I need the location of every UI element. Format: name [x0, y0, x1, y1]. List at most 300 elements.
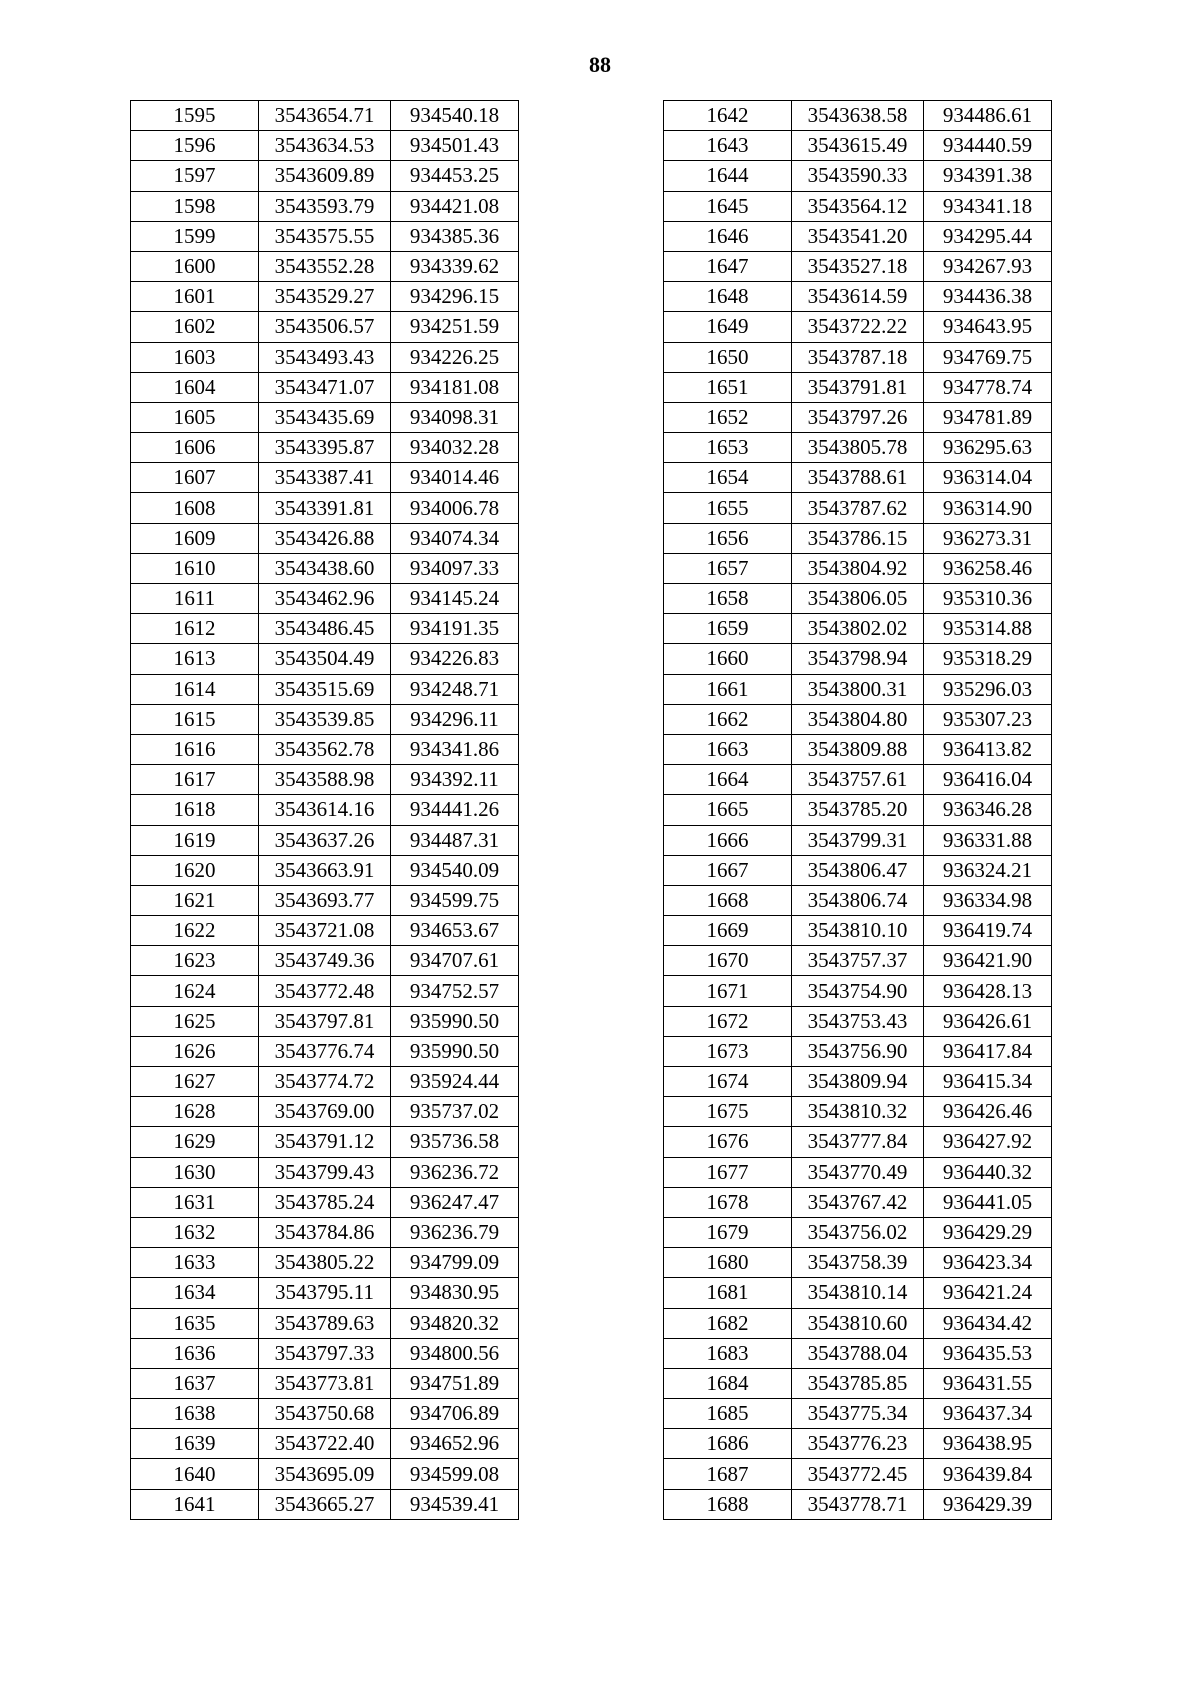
x-coordinate-cell: 3543791.12 [259, 1127, 391, 1157]
x-coordinate-cell: 3543756.90 [792, 1036, 924, 1066]
x-coordinate-cell: 3543721.08 [259, 916, 391, 946]
y-coordinate-cell: 936314.90 [924, 493, 1052, 523]
point-number-cell: 1646 [664, 221, 792, 251]
table-row [664, 523, 1052, 553]
point-number-cell: 1675 [664, 1097, 792, 1127]
y-coordinate-cell: 936428.13 [924, 976, 1052, 1006]
y-coordinate-cell: 934706.89 [391, 1399, 519, 1429]
table-row [664, 1067, 1052, 1097]
y-coordinate-cell: 934226.83 [391, 644, 519, 674]
x-coordinate-cell: 3543773.81 [259, 1368, 391, 1398]
table-row [664, 372, 1052, 402]
y-coordinate-cell: 936423.34 [924, 1248, 1052, 1278]
point-number-cell: 1607 [131, 463, 259, 493]
table-row [131, 704, 519, 734]
x-coordinate-cell: 3543435.69 [259, 402, 391, 432]
table-row [131, 855, 519, 885]
x-coordinate-cell: 3543486.45 [259, 614, 391, 644]
x-coordinate-cell: 3543776.74 [259, 1036, 391, 1066]
point-number-cell: 1655 [664, 493, 792, 523]
table-row [664, 976, 1052, 1006]
y-coordinate-cell: 936273.31 [924, 523, 1052, 553]
x-coordinate-cell: 3543786.15 [792, 523, 924, 553]
x-coordinate-cell: 3543756.02 [792, 1217, 924, 1247]
y-coordinate-cell: 936295.63 [924, 433, 1052, 463]
table-row [131, 553, 519, 583]
table-row [131, 1157, 519, 1187]
x-coordinate-cell: 3543785.85 [792, 1368, 924, 1398]
point-number-cell: 1678 [664, 1187, 792, 1217]
y-coordinate-cell: 934599.08 [391, 1459, 519, 1489]
point-number-cell: 1611 [131, 584, 259, 614]
x-coordinate-cell: 3543638.58 [792, 101, 924, 131]
y-coordinate-cell: 934800.56 [391, 1338, 519, 1368]
table-row [131, 251, 519, 281]
page-number: 88 [589, 52, 611, 77]
x-coordinate-cell: 3543795.11 [259, 1278, 391, 1308]
point-number-cell: 1637 [131, 1368, 259, 1398]
x-coordinate-cell: 3543799.31 [792, 825, 924, 855]
table-row [664, 584, 1052, 614]
x-coordinate-cell: 3543770.49 [792, 1157, 924, 1187]
y-coordinate-cell: 935307.23 [924, 704, 1052, 734]
x-coordinate-cell: 3543810.10 [792, 916, 924, 946]
table-row [131, 433, 519, 463]
x-coordinate-cell: 3543805.78 [792, 433, 924, 463]
table-row [664, 191, 1052, 221]
y-coordinate-cell: 935318.29 [924, 644, 1052, 674]
point-number-cell: 1661 [664, 674, 792, 704]
point-number-cell: 1650 [664, 342, 792, 372]
coordinates-table-right [663, 100, 1052, 1520]
point-number-cell: 1633 [131, 1248, 259, 1278]
y-coordinate-cell: 936236.72 [391, 1157, 519, 1187]
y-coordinate-cell: 934778.74 [924, 372, 1052, 402]
point-number-cell: 1606 [131, 433, 259, 463]
table-row [131, 101, 519, 131]
y-coordinate-cell: 934643.95 [924, 312, 1052, 342]
table-row [664, 644, 1052, 674]
x-coordinate-cell: 3543776.23 [792, 1429, 924, 1459]
table-row [131, 312, 519, 342]
point-number-cell: 1603 [131, 342, 259, 372]
x-coordinate-cell: 3543564.12 [792, 191, 924, 221]
y-coordinate-cell: 934391.38 [924, 161, 1052, 191]
x-coordinate-cell: 3543695.09 [259, 1459, 391, 1489]
x-coordinate-cell: 3543777.84 [792, 1127, 924, 1157]
table-row [131, 825, 519, 855]
y-coordinate-cell: 936416.04 [924, 765, 1052, 795]
coordinates-table-left [130, 100, 519, 1520]
y-coordinate-cell: 934251.59 [391, 312, 519, 342]
y-coordinate-cell: 936426.46 [924, 1097, 1052, 1127]
y-coordinate-cell: 936236.79 [391, 1217, 519, 1247]
table-row [664, 282, 1052, 312]
point-number-cell: 1619 [131, 825, 259, 855]
table-row [131, 1097, 519, 1127]
point-number-cell: 1669 [664, 916, 792, 946]
x-coordinate-cell: 3543769.00 [259, 1097, 391, 1127]
table-row [664, 704, 1052, 734]
x-coordinate-cell: 3543614.59 [792, 282, 924, 312]
x-coordinate-cell: 3543810.60 [792, 1308, 924, 1338]
table-row [131, 402, 519, 432]
point-number-cell: 1684 [664, 1368, 792, 1398]
y-coordinate-cell: 934145.24 [391, 584, 519, 614]
y-coordinate-cell: 936437.34 [924, 1399, 1052, 1429]
table-row [664, 553, 1052, 583]
y-coordinate-cell: 934540.09 [391, 855, 519, 885]
table-row [664, 1308, 1052, 1338]
x-coordinate-cell: 3543798.94 [792, 644, 924, 674]
point-number-cell: 1645 [664, 191, 792, 221]
y-coordinate-cell: 934540.18 [391, 101, 519, 131]
x-coordinate-cell: 3543757.61 [792, 765, 924, 795]
point-number-cell: 1664 [664, 765, 792, 795]
point-number-cell: 1626 [131, 1036, 259, 1066]
y-coordinate-cell: 934487.31 [391, 825, 519, 855]
table-row [131, 614, 519, 644]
y-coordinate-cell: 936431.55 [924, 1368, 1052, 1398]
table-row [131, 342, 519, 372]
point-number-cell: 1682 [664, 1308, 792, 1338]
y-coordinate-cell: 934098.31 [391, 402, 519, 432]
table-row [131, 885, 519, 915]
table-row [131, 1036, 519, 1066]
table-row [131, 1127, 519, 1157]
point-number-cell: 1654 [664, 463, 792, 493]
table-row [131, 1187, 519, 1217]
point-number-cell: 1644 [664, 161, 792, 191]
point-number-cell: 1614 [131, 674, 259, 704]
table-row [131, 946, 519, 976]
table-row [664, 1338, 1052, 1368]
point-number-cell: 1601 [131, 282, 259, 312]
x-coordinate-cell: 3543788.61 [792, 463, 924, 493]
table-row [664, 614, 1052, 644]
point-number-cell: 1641 [131, 1489, 259, 1519]
x-coordinate-cell: 3543797.33 [259, 1338, 391, 1368]
y-coordinate-cell: 934501.43 [391, 131, 519, 161]
y-coordinate-cell: 935314.88 [924, 614, 1052, 644]
y-coordinate-cell: 936334.98 [924, 885, 1052, 915]
x-coordinate-cell: 3543754.90 [792, 976, 924, 1006]
point-number-cell: 1659 [664, 614, 792, 644]
y-coordinate-cell: 934781.89 [924, 402, 1052, 432]
point-number-cell: 1683 [664, 1338, 792, 1368]
point-number-cell: 1686 [664, 1429, 792, 1459]
y-coordinate-cell: 935990.50 [391, 1036, 519, 1066]
point-number-cell: 1680 [664, 1248, 792, 1278]
table-row [664, 885, 1052, 915]
x-coordinate-cell: 3543774.72 [259, 1067, 391, 1097]
table-row [664, 916, 1052, 946]
table-row [131, 1248, 519, 1278]
table-row [664, 1187, 1052, 1217]
point-number-cell: 1647 [664, 251, 792, 281]
x-coordinate-cell: 3543590.33 [792, 161, 924, 191]
table-row [131, 493, 519, 523]
y-coordinate-cell: 936439.84 [924, 1459, 1052, 1489]
table-row [131, 1368, 519, 1398]
y-coordinate-cell: 936331.88 [924, 825, 1052, 855]
y-coordinate-cell: 934599.75 [391, 885, 519, 915]
y-coordinate-cell: 934751.89 [391, 1368, 519, 1398]
table-row [131, 1429, 519, 1459]
y-coordinate-cell: 936429.39 [924, 1489, 1052, 1519]
point-number-cell: 1631 [131, 1187, 259, 1217]
y-coordinate-cell: 934032.28 [391, 433, 519, 463]
point-number-cell: 1613 [131, 644, 259, 674]
table-row [664, 433, 1052, 463]
x-coordinate-cell: 3543562.78 [259, 734, 391, 764]
table-row [664, 855, 1052, 885]
y-coordinate-cell: 934295.44 [924, 221, 1052, 251]
y-coordinate-cell: 935924.44 [391, 1067, 519, 1097]
y-coordinate-cell: 935990.50 [391, 1006, 519, 1036]
point-number-cell: 1639 [131, 1429, 259, 1459]
x-coordinate-cell: 3543809.94 [792, 1067, 924, 1097]
point-number-cell: 1632 [131, 1217, 259, 1247]
x-coordinate-cell: 3543426.88 [259, 523, 391, 553]
table-row [664, 131, 1052, 161]
table-row [664, 1157, 1052, 1187]
x-coordinate-cell: 3543634.53 [259, 131, 391, 161]
table-row [664, 312, 1052, 342]
point-number-cell: 1685 [664, 1399, 792, 1429]
point-number-cell: 1623 [131, 946, 259, 976]
y-coordinate-cell: 934392.11 [391, 765, 519, 795]
point-number-cell: 1642 [664, 101, 792, 131]
table-row [131, 765, 519, 795]
x-coordinate-cell: 3543787.18 [792, 342, 924, 372]
table-row [131, 282, 519, 312]
x-coordinate-cell: 3543438.60 [259, 553, 391, 583]
x-coordinate-cell: 3543552.28 [259, 251, 391, 281]
y-coordinate-cell: 934707.61 [391, 946, 519, 976]
point-number-cell: 1667 [664, 855, 792, 885]
x-coordinate-cell: 3543799.43 [259, 1157, 391, 1187]
table-row [131, 131, 519, 161]
point-number-cell: 1595 [131, 101, 259, 131]
point-number-cell: 1597 [131, 161, 259, 191]
y-coordinate-cell: 934248.71 [391, 674, 519, 704]
x-coordinate-cell: 3543722.22 [792, 312, 924, 342]
y-coordinate-cell: 934014.46 [391, 463, 519, 493]
point-number-cell: 1608 [131, 493, 259, 523]
table-row [664, 1368, 1052, 1398]
point-number-cell: 1596 [131, 131, 259, 161]
table-row [664, 493, 1052, 523]
table-row [131, 1399, 519, 1429]
y-coordinate-cell: 934752.57 [391, 976, 519, 1006]
x-coordinate-cell: 3543750.68 [259, 1399, 391, 1429]
table-row [131, 161, 519, 191]
y-coordinate-cell: 934339.62 [391, 251, 519, 281]
point-number-cell: 1627 [131, 1067, 259, 1097]
point-number-cell: 1652 [664, 402, 792, 432]
point-number-cell: 1634 [131, 1278, 259, 1308]
table-row [664, 1489, 1052, 1519]
x-coordinate-cell: 3543797.81 [259, 1006, 391, 1036]
x-coordinate-cell: 3543802.02 [792, 614, 924, 644]
point-number-cell: 1674 [664, 1067, 792, 1097]
x-coordinate-cell: 3543772.48 [259, 976, 391, 1006]
point-number-cell: 1618 [131, 795, 259, 825]
table-row [664, 1127, 1052, 1157]
point-number-cell: 1624 [131, 976, 259, 1006]
table-row [131, 523, 519, 553]
x-coordinate-cell: 3543810.32 [792, 1097, 924, 1127]
point-number-cell: 1617 [131, 765, 259, 795]
table-row [131, 584, 519, 614]
y-coordinate-cell: 936415.34 [924, 1067, 1052, 1097]
x-coordinate-cell: 3543753.43 [792, 1006, 924, 1036]
y-coordinate-cell: 934074.34 [391, 523, 519, 553]
x-coordinate-cell: 3543784.86 [259, 1217, 391, 1247]
y-coordinate-cell: 934539.41 [391, 1489, 519, 1519]
point-number-cell: 1649 [664, 312, 792, 342]
table-row [664, 825, 1052, 855]
table-row [131, 463, 519, 493]
table-row [664, 402, 1052, 432]
point-number-cell: 1687 [664, 1459, 792, 1489]
x-coordinate-cell: 3543778.71 [792, 1489, 924, 1519]
table-row [664, 1278, 1052, 1308]
y-coordinate-cell: 936434.42 [924, 1308, 1052, 1338]
table-row [131, 372, 519, 402]
y-coordinate-cell: 936440.32 [924, 1157, 1052, 1187]
table-row [131, 1489, 519, 1519]
point-number-cell: 1657 [664, 553, 792, 583]
x-coordinate-cell: 3543539.85 [259, 704, 391, 734]
x-coordinate-cell: 3543637.26 [259, 825, 391, 855]
point-number-cell: 1638 [131, 1399, 259, 1429]
x-coordinate-cell: 3543805.22 [259, 1248, 391, 1278]
x-coordinate-cell: 3543529.27 [259, 282, 391, 312]
x-coordinate-cell: 3543809.88 [792, 734, 924, 764]
x-coordinate-cell: 3543693.77 [259, 885, 391, 915]
y-coordinate-cell: 934097.33 [391, 553, 519, 583]
x-coordinate-cell: 3543615.49 [792, 131, 924, 161]
x-coordinate-cell: 3543387.41 [259, 463, 391, 493]
y-coordinate-cell: 936435.53 [924, 1338, 1052, 1368]
x-coordinate-cell: 3543493.43 [259, 342, 391, 372]
y-coordinate-cell: 934799.09 [391, 1248, 519, 1278]
x-coordinate-cell: 3543665.27 [259, 1489, 391, 1519]
point-number-cell: 1615 [131, 704, 259, 734]
x-coordinate-cell: 3543804.80 [792, 704, 924, 734]
point-number-cell: 1630 [131, 1157, 259, 1187]
table-row [131, 1308, 519, 1338]
y-coordinate-cell: 934653.67 [391, 916, 519, 946]
table-row [664, 734, 1052, 764]
y-coordinate-cell: 934191.35 [391, 614, 519, 644]
point-number-cell: 1662 [664, 704, 792, 734]
point-number-cell: 1640 [131, 1459, 259, 1489]
y-coordinate-cell: 934341.86 [391, 734, 519, 764]
table-row [131, 221, 519, 251]
table-row [664, 161, 1052, 191]
y-coordinate-cell: 934006.78 [391, 493, 519, 523]
x-coordinate-cell: 3543789.63 [259, 1308, 391, 1338]
x-coordinate-cell: 3543722.40 [259, 1429, 391, 1459]
table-row [664, 342, 1052, 372]
table-row [131, 1217, 519, 1247]
table-row [131, 674, 519, 704]
y-coordinate-cell: 934486.61 [924, 101, 1052, 131]
y-coordinate-cell: 936417.84 [924, 1036, 1052, 1066]
y-coordinate-cell: 936346.28 [924, 795, 1052, 825]
point-number-cell: 1616 [131, 734, 259, 764]
y-coordinate-cell: 936258.46 [924, 553, 1052, 583]
x-coordinate-cell: 3543504.49 [259, 644, 391, 674]
x-coordinate-cell: 3543575.55 [259, 221, 391, 251]
y-coordinate-cell: 936429.29 [924, 1217, 1052, 1247]
point-number-cell: 1670 [664, 946, 792, 976]
x-coordinate-cell: 3543527.18 [792, 251, 924, 281]
point-number-cell: 1673 [664, 1036, 792, 1066]
x-coordinate-cell: 3543609.89 [259, 161, 391, 191]
y-coordinate-cell: 936438.95 [924, 1429, 1052, 1459]
table-row [664, 1097, 1052, 1127]
x-coordinate-cell: 3543797.26 [792, 402, 924, 432]
x-coordinate-cell: 3543614.16 [259, 795, 391, 825]
point-number-cell: 1668 [664, 885, 792, 915]
y-coordinate-cell: 934769.75 [924, 342, 1052, 372]
point-number-cell: 1610 [131, 553, 259, 583]
point-number-cell: 1660 [664, 644, 792, 674]
y-coordinate-cell: 936324.21 [924, 855, 1052, 885]
point-number-cell: 1599 [131, 221, 259, 251]
x-coordinate-cell: 3543749.36 [259, 946, 391, 976]
point-number-cell: 1609 [131, 523, 259, 553]
table-row [131, 734, 519, 764]
table-row [131, 1006, 519, 1036]
x-coordinate-cell: 3543515.69 [259, 674, 391, 704]
point-number-cell: 1621 [131, 885, 259, 915]
point-number-cell: 1679 [664, 1217, 792, 1247]
point-number-cell: 1651 [664, 372, 792, 402]
table-row [664, 1217, 1052, 1247]
x-coordinate-cell: 3543588.98 [259, 765, 391, 795]
point-number-cell: 1672 [664, 1006, 792, 1036]
table-row [664, 463, 1052, 493]
table-row [131, 916, 519, 946]
y-coordinate-cell: 934820.32 [391, 1308, 519, 1338]
table-row [131, 1459, 519, 1489]
y-coordinate-cell: 936421.90 [924, 946, 1052, 976]
table-row [664, 1429, 1052, 1459]
y-coordinate-cell: 935310.36 [924, 584, 1052, 614]
y-coordinate-cell: 934181.08 [391, 372, 519, 402]
table-row [131, 795, 519, 825]
table-row [131, 1338, 519, 1368]
y-coordinate-cell: 935736.58 [391, 1127, 519, 1157]
point-number-cell: 1605 [131, 402, 259, 432]
point-number-cell: 1604 [131, 372, 259, 402]
point-number-cell: 1681 [664, 1278, 792, 1308]
y-coordinate-cell: 934267.93 [924, 251, 1052, 281]
x-coordinate-cell: 3543593.79 [259, 191, 391, 221]
y-coordinate-cell: 934441.26 [391, 795, 519, 825]
point-number-cell: 1688 [664, 1489, 792, 1519]
x-coordinate-cell: 3543654.71 [259, 101, 391, 131]
y-coordinate-cell: 936426.61 [924, 1006, 1052, 1036]
table-row [664, 765, 1052, 795]
point-number-cell: 1643 [664, 131, 792, 161]
x-coordinate-cell: 3543395.87 [259, 433, 391, 463]
